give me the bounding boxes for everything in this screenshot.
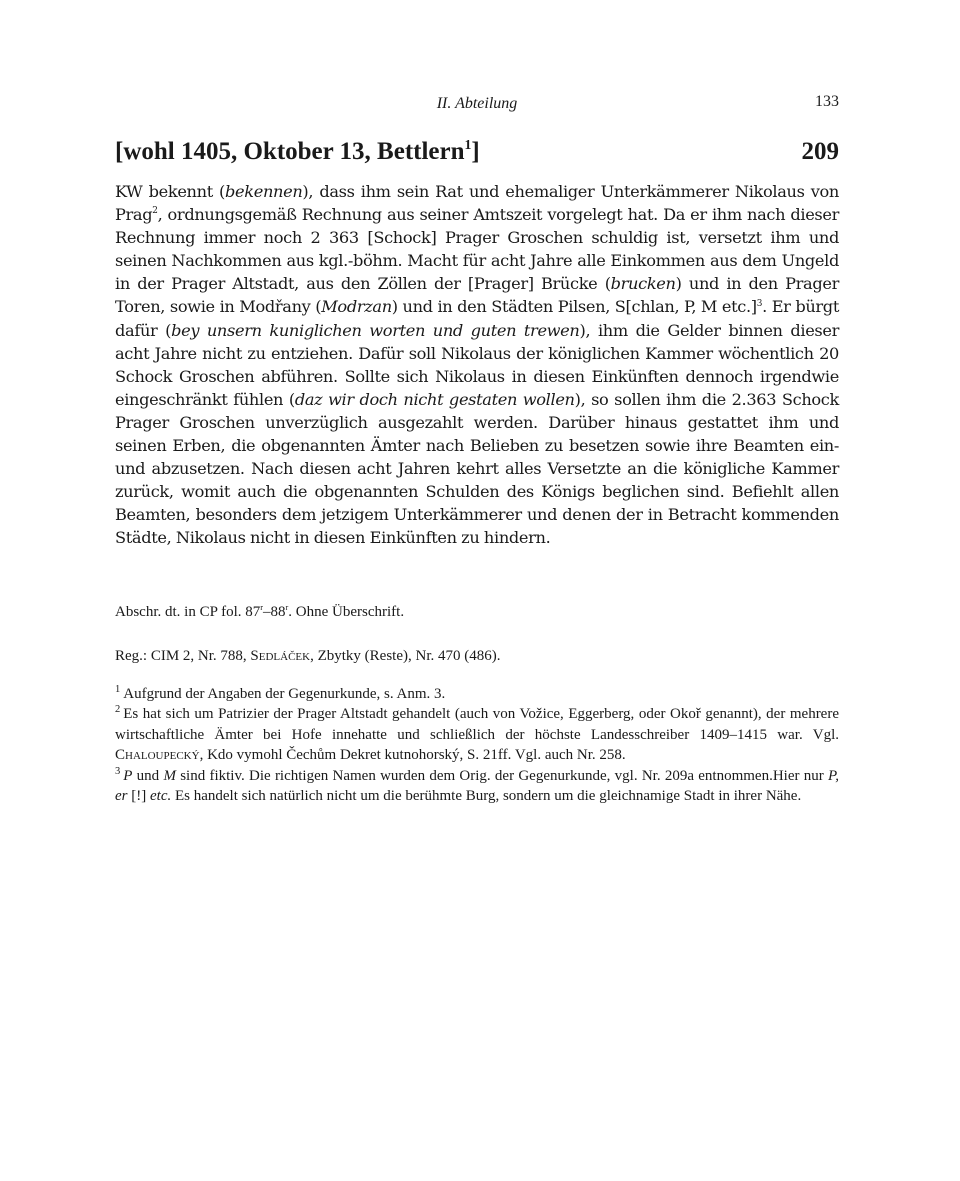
footnote-text: Es handelt sich natürlich nicht um die berühmte Burg, sondern um die gleichnamige Stadt in ihrer Nähe. xyxy=(171,788,802,805)
regest-quote: daz wir doch nicht gestaten wollen xyxy=(294,389,575,409)
regest-text: . Er bürgt dafür ( xyxy=(115,297,839,340)
regest-quote: brucken xyxy=(610,274,676,294)
transmission-text: . Ohne Überschrift. xyxy=(288,604,405,620)
running-title: II. Abteilung xyxy=(436,95,518,112)
footnote-ref-1: 1 xyxy=(464,136,472,152)
footnote-italic: etc. xyxy=(150,788,172,805)
footnote-mark: 3 xyxy=(115,765,121,777)
footnote-text: , Kdo vymohl Čechům Dekret kutnohorský, S. 21ff. Vgl. auch Nr. 258. xyxy=(199,747,626,764)
author-name: Sedláček xyxy=(250,648,311,664)
regest-text: ) und in den Prager Toren, sowie in Modřany ( xyxy=(115,274,839,317)
footnote-text: [!] xyxy=(127,788,150,805)
regest-text: ), so sollen ihm die 2.363 Schock Prager Groschen unverzüglich ausgezahlt werden. Darüber hinaus gestattet ihm und seinen Erben, die obgenannten Ämter nach Belieben zu besetzen sowie ihre Beamten ein- und abzusetzen. Nach diesen acht Jahren kehrt alles Versetzte an die königliche Kammer zurück, womit auch die obgenannten Schulden des Königs beglichen sind. Befiehlt allen Beamten, besonders dem jetzigem Unterkämmerer und denen der in Betracht kommenden Städte, Nikolaus nicht in diesen Einkünften zu hindern. xyxy=(115,389,839,548)
footnote-text: sind fiktiv. Die richtigen Namen wurden dem Orig. der Gegenurkunde, vgl. Nr. 209a entnommen.Hier nur xyxy=(175,767,829,784)
regesta-text: Reg.: CIM 2, Nr. 788, xyxy=(115,648,251,664)
transmission-text: Abschr. dt. in CP fol. 87 xyxy=(115,604,261,620)
regest-quote: Modrzan xyxy=(321,297,392,317)
page-number: 133 xyxy=(815,93,839,110)
regest-paragraph xyxy=(115,180,839,550)
footnote-text: Aufgrund der Angaben der Gegenurkunde, s. Anm. 3. xyxy=(123,686,446,702)
regesta-note xyxy=(115,646,839,666)
footnote-italic: P, er xyxy=(115,767,839,805)
heading-text: [wohl 1405, Oktober 13, Bettlern xyxy=(115,138,465,165)
regest-quote: bekennen xyxy=(225,182,303,201)
transmission-text: –88 xyxy=(263,604,286,620)
footnote-mark: 2 xyxy=(115,704,121,716)
folio-recto-mark: r xyxy=(260,602,264,612)
regest-text: ), dass ihm sein Rat und ehemaliger Unterkämmerer Nikolaus von Prag xyxy=(115,182,839,225)
footnote-text: und xyxy=(132,767,164,784)
footnote-2 xyxy=(115,704,839,765)
regest-text: ), ihm die Gelder binnen dieser acht Jahre nicht zu entziehen. Dafür soll Nikolaus der königlichen Kammer wöchentlich 20 Schock Groschen abführen. Sollte sich Nikolaus in diesen Einkünften dennoch irgendwie eingeschränkt fühlen ( xyxy=(115,320,839,409)
transmission-note xyxy=(115,602,839,622)
regest-text: ) und in den Städten Pilsen, S[chlan, P, M etc.] xyxy=(391,297,757,317)
document-heading xyxy=(115,138,839,172)
folio-recto-mark: r xyxy=(285,602,289,612)
footnote-ref-2: 2 xyxy=(152,206,158,217)
footnote-mark: 1 xyxy=(115,684,121,695)
heading-bracket: ] xyxy=(471,138,480,165)
footnote-ref-3: 3 xyxy=(756,298,763,309)
regest-text: , ordnungsgemäß Rechnung aus seiner Amtszeit vorgelegt hat. Da er ihm nach dieser Rechnung immer noch 2 363 [Schock] Prager Groschen schuldig ist, versetzt ihm und seinen Nachkommen aus kgl.-böhm. Macht für acht Jahre alle Einkommen aus dem Ungeld in der Prager Altstadt, aus den Zöllen der [Prager] Brücke ( xyxy=(115,205,839,294)
footnotes xyxy=(115,684,839,806)
footnote-italic: P xyxy=(123,767,133,784)
footnote-3 xyxy=(115,766,839,807)
footnote-text: Es hat sich um Patrizier der Prager Altstadt gehandelt (auch von Vožice, Eggerberg, oder Okoř genannt), der mehrere wirtschaftliche Ämter bei Hofe innehatte und schließlich der höchste Landesschreiber 1409–1415 war. Vgl. xyxy=(115,706,839,743)
regest-quote: bey unsern kuniglichen worten und guten trewen xyxy=(171,320,580,340)
author-name: Chaloupecký xyxy=(115,747,200,764)
document-number: 209 xyxy=(801,138,839,165)
document-date-place xyxy=(115,138,480,166)
regest-text: KW bekennt ( xyxy=(115,182,226,201)
running-head xyxy=(115,95,839,119)
footnote-1 xyxy=(115,684,839,704)
footnote-italic: M xyxy=(163,767,176,784)
regesta-text: , Zbytky (Reste), Nr. 470 (486). xyxy=(310,648,501,664)
